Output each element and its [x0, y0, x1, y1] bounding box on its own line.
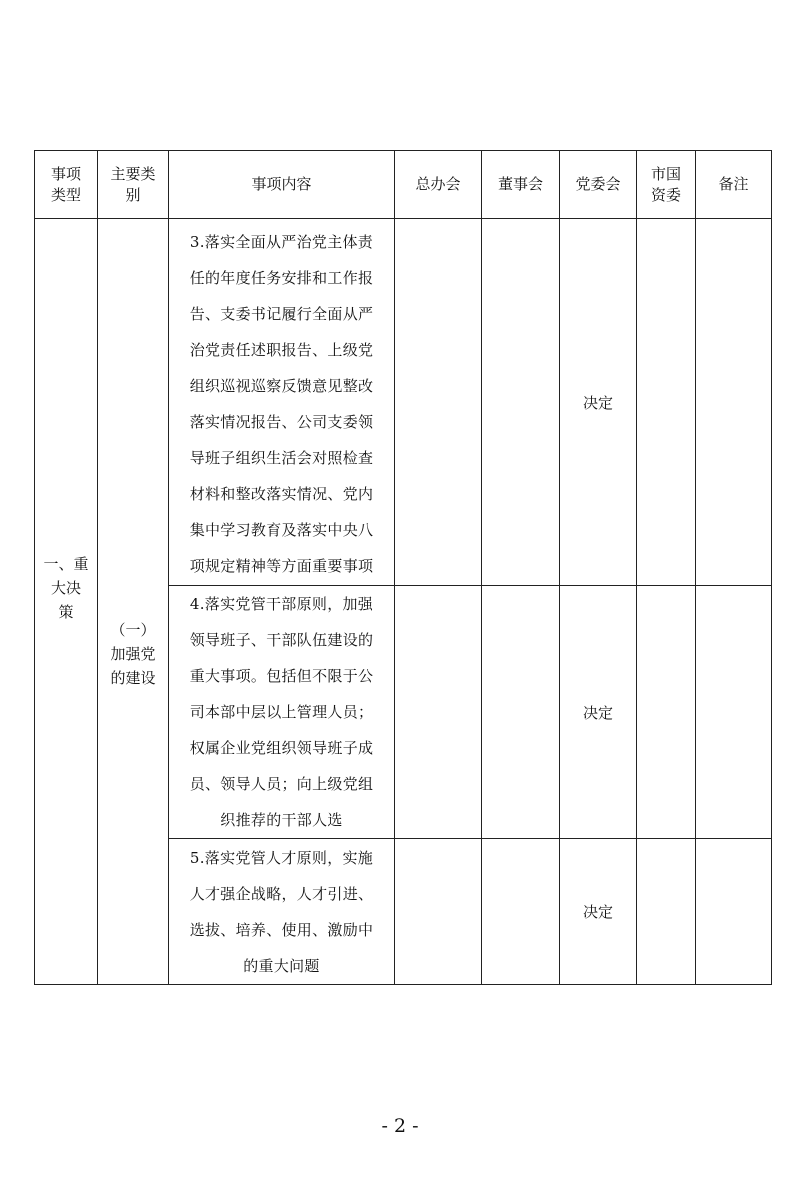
board-cell [482, 839, 560, 985]
item-content-cell: 5.落实党管人才原则，实施 人才强企战略，人才引进、 选拔、培养、使用、激励中 的重大问题 [169, 839, 395, 985]
party-committee-decision-cell: 决定 [560, 586, 637, 839]
sasac-cell [637, 839, 696, 985]
sasac-cell [637, 586, 696, 839]
sasac-cell [637, 219, 696, 586]
header-party-committee: 党委会 [560, 151, 637, 219]
remarks-cell [696, 839, 772, 985]
table-header-row [35, 151, 772, 219]
remarks-cell [696, 586, 772, 839]
header-remarks: 备注 [696, 151, 772, 219]
party-committee-decision-cell: 决定 [560, 839, 637, 985]
item-type-cell: 一、重 大决 策 [35, 219, 98, 985]
table-row [35, 219, 772, 586]
remarks-cell [696, 219, 772, 586]
main-category-cell: （一） 加强党 的建设 [98, 219, 169, 985]
header-item-type: 事项 类型 [35, 151, 98, 219]
decision-items-table [34, 150, 772, 985]
header-general-office-meeting: 总办会 [395, 151, 482, 219]
general-office-cell [395, 839, 482, 985]
header-item-content: 事项内容 [169, 151, 395, 219]
board-cell [482, 219, 560, 586]
general-office-cell [395, 219, 482, 586]
item-content-cell: 4.落实党管干部原则，加强 领导班子、干部队伍建设的 重大事项。包括但不限于公 司本部中层以上管理人员； 权属企业党组织领导班子成 员、领导人员；向上级党组 织推荐的干部人选 [169, 586, 395, 839]
page-number: - 2 - [381, 1115, 419, 1137]
header-board-of-directors: 董事会 [482, 151, 560, 219]
general-office-cell [395, 586, 482, 839]
board-cell [482, 586, 560, 839]
header-municipal-sasac: 市国 资委 [637, 151, 696, 219]
header-main-category: 主要类 别 [98, 151, 169, 219]
item-content-cell: 3.落实全面从严治党主体责 任的年度任务安排和工作报 告、支委书记履行全面从严 治党责任述职报告、上级党 组织巡视巡察反馈意见整改 落实情况报告、公司支委领 导班子组织生活会对照检查 材料和整改落实情况、党内 集中学习教育及落实中央八 项规定精神等方面重要事项 [169, 219, 395, 586]
party-committee-decision-cell: 决定 [560, 219, 637, 586]
